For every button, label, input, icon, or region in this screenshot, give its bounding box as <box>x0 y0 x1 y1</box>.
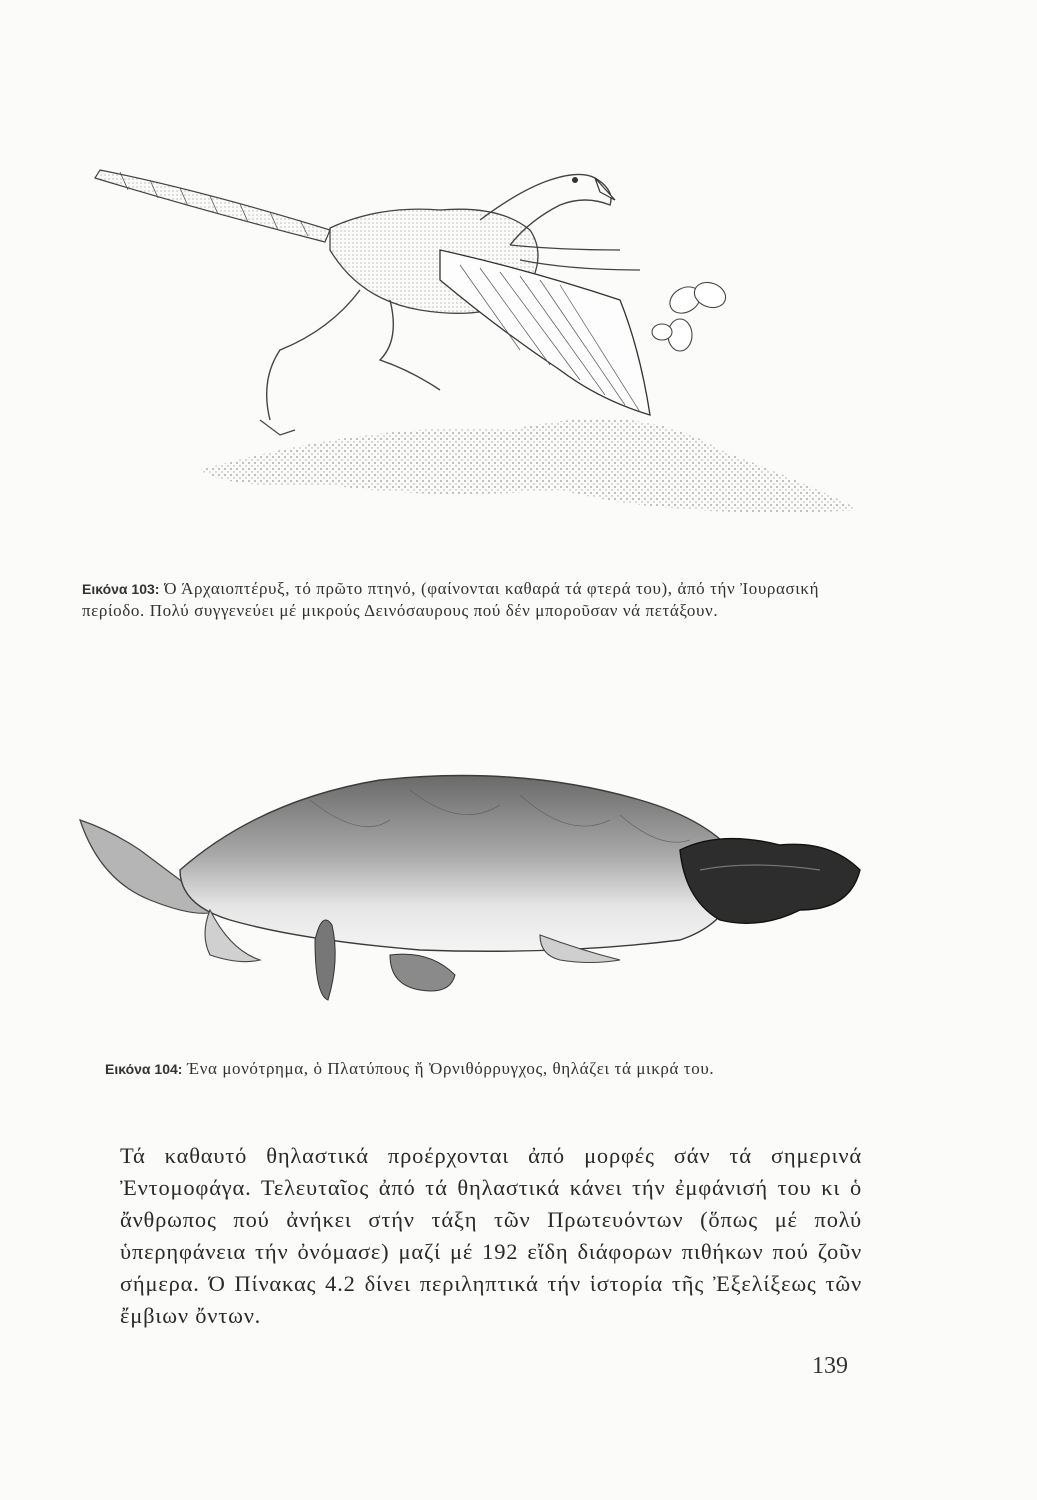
figure-104-label: Εικόνα 104: <box>105 1061 183 1077</box>
figure-104-caption <box>105 1058 885 1080</box>
figure-103-label: Εικόνα 103: <box>82 581 160 597</box>
page-number: 139 <box>812 1353 848 1379</box>
figure-103-caption <box>82 578 882 621</box>
platypus-illustration <box>60 760 880 1020</box>
figure-103-text: Ό Άρχαιοπτέρυξ, τό πρῶτο πτηνό, (φαίνονται καθαρά τά φτερά του), ἀπό τήν Ἰουρασική περίοδο. Πολύ συγγενεύει μέ μικρούς Δεινόσαυρους πού δέν μποροῦσαν νά πετάξουν. <box>82 579 820 620</box>
figure-104-text: Ένα μονότρημα, ὁ Πλατύπους ἤ Ὀρνιθόρρυγχος, θηλάζει τά μικρά του. <box>187 1059 715 1078</box>
archaeopteryx-illustration <box>80 150 880 570</box>
body-paragraph: Τά καθαυτό θηλαστικά προέρχονται ἀπό μορφές σάν τά σημερινά Ἐντομοφάγα. Τελευταῖος ἀπό τά θηλαστικά κάνει τήν ἐμφάνισή του κι ὁ ἄνθρωπος πού ἀνήκει στήν τάξη τῶν Πρωτευόντων (ὅπως μέ πολύ ὑπερηφάνεια τήν ὀνόμασε) μαζί μέ 192 εἴδη διάφορων πιθήκων πού ζοῦν σήμερα. Ό Πίνακας 4.2 δίνει περιληπτικά τήν ἱστορία τῆς Ἐξελίξεως τῶν ἔμβιων ὄντων. <box>120 1143 862 1328</box>
body-text <box>120 1140 862 1332</box>
